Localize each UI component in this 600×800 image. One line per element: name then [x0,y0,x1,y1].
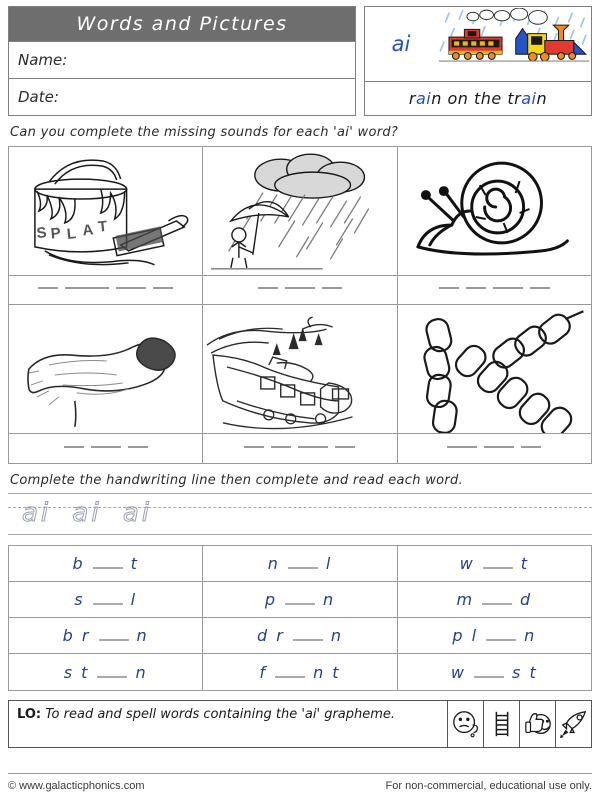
word-prefix: n [267,554,280,573]
svg-text:T: T [97,217,109,236]
word-prefix: p l [452,626,479,645]
word-suffix: l [325,554,333,573]
blank [285,287,315,289]
ladder-icon[interactable] [483,701,519,747]
word-prefix: p [264,590,277,609]
page-title: Words and Pictures [9,7,355,41]
word-prefix: s [74,590,85,609]
phrase-part-highlight: ai [416,89,432,108]
word-blank [482,603,512,605]
blank [298,446,328,448]
blank [439,287,459,289]
date-label: Date: [18,88,59,106]
missing-grapheme-word-table [8,545,592,691]
word-suffix: t [130,554,139,573]
word-suffix: n [323,590,336,609]
svg-text:A: A [81,221,95,240]
thumbs-up-face-icon[interactable] [519,701,555,747]
word-cell[interactable] [203,546,397,581]
word-blank [97,676,127,678]
word-blank [293,639,323,641]
word-cell[interactable] [398,582,591,617]
word-blank [288,567,318,569]
blank [116,287,146,289]
phrase-part: n on the tr [431,89,522,108]
picture-row-1 [9,147,591,275]
answer-cell-snail[interactable] [398,276,591,304]
example-phrase [365,81,591,115]
blank [258,287,278,289]
word-cell[interactable] [203,654,397,690]
word-suffix: n [330,626,343,645]
thinking-face-icon[interactable] [447,701,483,747]
blank [447,446,477,448]
blank [64,446,84,448]
blank [530,287,550,289]
grapheme-panel [364,6,592,116]
word-prefix: d r [257,626,285,645]
name-label: Name: [18,51,68,69]
handwriting-practice-line[interactable] [8,493,592,535]
word-blank [275,676,305,678]
answer-cell-rain[interactable] [203,276,397,304]
handwriting-task-instruction: Complete the handwriting line then complete and read each word. [10,473,464,488]
blank [91,446,121,448]
word-prefix: s t [63,662,90,682]
word-cell[interactable] [398,618,591,653]
word-suffix: d [520,590,533,609]
word-blank [285,603,315,605]
word-suffix: n t [313,662,341,682]
word-suffix: l [130,590,138,609]
usage-text: For non-commercial, educational use only. [385,780,592,792]
blank [493,287,523,289]
learning-objective-text [9,701,447,747]
rain-cloud-with-umbrella-picture [203,147,397,275]
answer-cell-paint[interactable] [9,276,203,304]
word-table-row [9,618,591,654]
paint-tin-and-brush-picture [9,147,203,275]
word-suffix: t [520,554,529,573]
word-prefix: b [72,554,85,573]
word-cell[interactable] [398,546,591,581]
answer-cell-tail[interactable] [9,434,203,463]
train-in-rain-illustration [437,8,591,80]
word-blank [99,639,129,641]
word-blank [474,676,504,678]
word-cell[interactable] [9,618,203,653]
answer-row-1 [9,275,591,305]
word-cell[interactable] [9,582,203,617]
word-prefix: m [456,590,475,609]
page-footer [8,773,592,792]
word-suffix: s t [512,662,538,682]
word-cell[interactable] [398,654,591,690]
blank [271,446,291,448]
svg-text:L: L [65,225,77,243]
word-prefix: f [259,662,268,682]
blank [484,446,514,448]
word-table-row [9,654,591,690]
blank [38,287,58,289]
grapheme-letters: ai [391,32,411,56]
svg-text:P: P [49,224,62,243]
svg-text:S: S [35,224,48,243]
answer-cell-chain[interactable] [398,434,591,463]
lo-body: To read and spell words containing the 'ai' grapheme. [45,707,396,722]
word-suffix: n [135,662,148,682]
name-field-row[interactable] [9,41,355,78]
snail-picture [398,147,591,275]
chain-picture [398,305,591,433]
title-and-fields-panel [8,6,356,116]
word-suffix: n [136,626,149,645]
word-cell[interactable] [9,546,203,581]
word-blank [93,567,123,569]
date-field-row[interactable] [9,78,355,115]
blank [153,287,173,289]
blank [335,446,355,448]
word-blank [93,603,123,605]
word-table-row [9,582,591,618]
phrase-part: n [536,89,548,108]
word-cell[interactable] [203,582,397,617]
picture-task-instruction: Can you complete the missing sounds for each 'ai' word? [10,125,399,140]
blank [65,287,109,289]
picture-row-2 [9,305,591,433]
blank [322,287,342,289]
word-table-row [9,546,591,582]
picture-answer-grid [8,146,592,464]
answer-row-2 [9,433,591,463]
self-assessment-icons [447,701,591,747]
phrase-part: r [408,89,416,108]
rocket-icon[interactable] [555,701,591,747]
word-cell[interactable] [203,618,397,653]
phrase-part-highlight: ai [521,89,537,108]
word-suffix: n [524,626,537,645]
tracing-letters: ai ai ai [22,498,152,528]
blank [466,287,486,289]
tail-picture [9,305,203,433]
train-picture [203,305,397,433]
word-blank [486,639,516,641]
word-prefix: w [459,554,475,573]
blank [521,446,541,448]
word-cell[interactable] [9,654,203,690]
blank [128,446,148,448]
copyright-text: © www.galacticphonics.com [8,780,145,792]
answer-cell-train[interactable] [203,434,397,463]
worksheet-header [8,6,592,116]
learning-objective-box [8,700,592,748]
word-blank [483,567,513,569]
lo-prefix: LO: [17,707,42,722]
word-prefix: b r [62,626,91,645]
blank [244,446,264,448]
word-prefix: w [450,662,467,682]
grapheme-display-row [365,7,591,81]
